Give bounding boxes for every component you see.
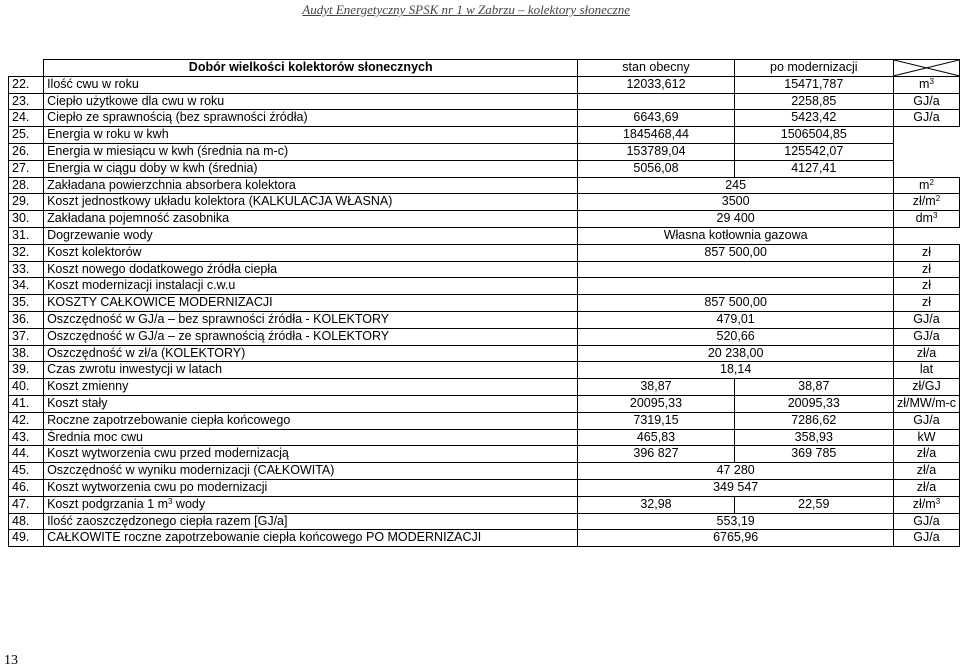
- unit-superscript: 2: [935, 194, 941, 204]
- merged-value: Własna kotłownia gazowa: [578, 227, 894, 244]
- table-row: [9, 143, 960, 160]
- table-row: [9, 311, 960, 328]
- header-blank-cell: [9, 60, 44, 77]
- table-row: [9, 93, 960, 110]
- row-number: 34.: [9, 278, 44, 295]
- table-row: [9, 110, 960, 127]
- row-description: Energia w roku w kwh: [44, 127, 578, 144]
- row-number: 25.: [9, 127, 44, 144]
- value-after: 7286,62: [734, 412, 893, 429]
- value-before: [578, 93, 734, 110]
- row-description: Ilość cwu w roku: [44, 76, 578, 93]
- row-description: Średnia moc cwu: [44, 429, 578, 446]
- unit-superscript: 2: [929, 177, 934, 187]
- unit-text: zł/m: [912, 194, 936, 209]
- row-number: 29.: [9, 194, 44, 211]
- row-number: 23.: [9, 93, 44, 110]
- merged-value: 6765,96: [578, 530, 894, 547]
- value-before: 32,98: [578, 496, 734, 513]
- table-row: [9, 127, 960, 144]
- row-description: Zakładana powierzchnia absorbera kolektora: [44, 177, 578, 194]
- unit-text: m: [919, 177, 930, 192]
- row-description-text: Koszt podgrzania 1 m: [47, 496, 168, 511]
- merged-value: 857 500,00: [578, 244, 894, 261]
- row-description-superscript: 3: [167, 496, 173, 506]
- row-number: 42.: [9, 412, 44, 429]
- unit: GJ/a: [893, 513, 959, 530]
- unit-superscript: 3: [932, 211, 938, 221]
- table-row: [9, 160, 960, 177]
- unit: [893, 227, 959, 244]
- row-description: CAŁKOWITE roczne zapotrzebowanie ciepła końcowego PO MODERNIZACJI: [44, 530, 578, 547]
- table-title: Dobór wielkości kolektorów słonecznych: [44, 60, 578, 77]
- row-description: Zakładana pojemność zasobnika: [44, 211, 578, 228]
- table-row: [9, 530, 960, 547]
- value-after: 38,87: [734, 379, 893, 396]
- table-row: [9, 328, 960, 345]
- row-description: Dogrzewanie wody: [44, 227, 578, 244]
- value-before: 20095,33: [578, 395, 734, 412]
- table-row: [9, 295, 960, 312]
- row-description: Koszt stały: [44, 395, 578, 412]
- unit-superscript: 3: [935, 496, 941, 506]
- unit: zł/a: [893, 463, 959, 480]
- row-description: Koszt kolektorów: [44, 244, 578, 261]
- row-description: Ciepło użytkowe dla cwu w roku: [44, 93, 578, 110]
- row-number: 48.: [9, 513, 44, 530]
- table-row: [9, 429, 960, 446]
- value-after: 20095,33: [734, 395, 893, 412]
- unit: zł: [893, 261, 959, 278]
- merged-value: 479,01: [578, 311, 894, 328]
- row-number: 44.: [9, 446, 44, 463]
- unit: GJ/a: [893, 93, 959, 110]
- value-after: 22,59: [734, 496, 893, 513]
- crossed-cell: [893, 60, 959, 77]
- value-before: 396 827: [578, 446, 734, 463]
- table-row: [9, 345, 960, 362]
- unit: GJ/a: [893, 328, 959, 345]
- value-before: 38,87: [578, 379, 734, 396]
- row-number: 32.: [9, 244, 44, 261]
- unit: zł/a: [893, 479, 959, 496]
- value-before: 153789,04: [578, 143, 734, 160]
- merged-value: 3500: [578, 194, 894, 211]
- merged-value: 520,66: [578, 328, 894, 345]
- merged-value: 857 500,00: [578, 295, 894, 312]
- row-description: Oszczędność w GJ/a – bez sprawności źródła - KOLEKTORY: [44, 311, 578, 328]
- table-row: [9, 479, 960, 496]
- table-row: [9, 379, 960, 396]
- table-row: [9, 211, 960, 228]
- table-row: [9, 278, 960, 295]
- table-header-row: [9, 60, 960, 77]
- unit: [893, 211, 959, 228]
- value-before: 6643,69: [578, 110, 734, 127]
- row-number: 38.: [9, 345, 44, 362]
- row-number: 28.: [9, 177, 44, 194]
- table-row: [9, 513, 960, 530]
- unit: [893, 194, 959, 211]
- row-description: Koszt wytworzenia cwu przed modernizacją: [44, 446, 578, 463]
- unit: zł/a: [893, 446, 959, 463]
- merged-value: [578, 261, 894, 278]
- value-before: 5056,08: [578, 160, 734, 177]
- row-description: Koszt wytworzenia cwu po modernizacji: [44, 479, 578, 496]
- table-row: [9, 496, 960, 513]
- row-description: Energia w ciągu doby w kwh (średnia): [44, 160, 578, 177]
- row-number: 22.: [9, 76, 44, 93]
- row-description: Oszczędność w zł/a (KOLEKTORY): [44, 345, 578, 362]
- table-row: [9, 362, 960, 379]
- row-number: 40.: [9, 379, 44, 396]
- unit-text: dm: [915, 211, 933, 226]
- row-description: Oszczędność w GJ/a – ze sprawnością źródła - KOLEKTORY: [44, 328, 578, 345]
- row-description: Koszt jednostkowy układu kolektora (KALKULACJA WŁASNA): [44, 194, 578, 211]
- unit-text: zł/m: [912, 496, 936, 511]
- row-description: Roczne zapotrzebowanie ciepła końcowego: [44, 412, 578, 429]
- row-number: 45.: [9, 463, 44, 480]
- unit: zł/GJ: [893, 379, 959, 396]
- table-row: [9, 446, 960, 463]
- unit: [893, 143, 959, 160]
- cross-mark-icon: [894, 60, 959, 76]
- row-description: [44, 496, 578, 513]
- row-number: 33.: [9, 261, 44, 278]
- merged-value: 20 238,00: [578, 345, 894, 362]
- row-description: Czas zwrotu inwestycji w latach: [44, 362, 578, 379]
- merged-value: 29 400: [578, 211, 894, 228]
- table-row: [9, 395, 960, 412]
- unit: [893, 160, 959, 177]
- unit: GJ/a: [893, 530, 959, 547]
- merged-value: [578, 278, 894, 295]
- row-number: 30.: [9, 211, 44, 228]
- unit: GJ/a: [893, 412, 959, 429]
- col-header-after: po modernizacji: [734, 60, 893, 77]
- value-after: 4127,41: [734, 160, 893, 177]
- value-after: 15471,787: [734, 76, 893, 93]
- unit: lat: [893, 362, 959, 379]
- value-before: 1845468,44: [578, 127, 734, 144]
- unit: zł/MW/m-c: [893, 395, 959, 412]
- row-description: Koszt nowego dodatkowego źródła ciepła: [44, 261, 578, 278]
- row-number: 26.: [9, 143, 44, 160]
- table-row: [9, 177, 960, 194]
- unit: zł: [893, 244, 959, 261]
- value-before: 12033,612: [578, 76, 734, 93]
- value-before: 465,83: [578, 429, 734, 446]
- value-after: 5423,42: [734, 110, 893, 127]
- unit: zł: [893, 278, 959, 295]
- merged-value: 18,14: [578, 362, 894, 379]
- row-number: 46.: [9, 479, 44, 496]
- row-number: 27.: [9, 160, 44, 177]
- unit: kW: [893, 429, 959, 446]
- unit-text: m: [919, 76, 930, 91]
- table-body: [9, 60, 960, 547]
- row-number: 49.: [9, 530, 44, 547]
- row-number: 41.: [9, 395, 44, 412]
- table-row: [9, 227, 960, 244]
- merged-value: 245: [578, 177, 894, 194]
- merged-value: 553,19: [578, 513, 894, 530]
- merged-value: 349 547: [578, 479, 894, 496]
- merged-value: 47 280: [578, 463, 894, 480]
- row-number: 37.: [9, 328, 44, 345]
- running-header: Audyt Energetyczny SPSK nr 1 w Zabrzu – kolektory słoneczne: [302, 2, 630, 17]
- unit-superscript: 3: [929, 76, 934, 86]
- row-description: Koszt zmienny: [44, 379, 578, 396]
- row-description: KOSZTY CAŁKOWICE MODERNIZACJI: [44, 295, 578, 312]
- row-description: Oszczędność w wyniku modernizacji (CAŁKOWITA): [44, 463, 578, 480]
- unit: [893, 496, 959, 513]
- row-number: 43.: [9, 429, 44, 446]
- row-description: Ilość zaoszczędzonego ciepła razem [GJ/a]: [44, 513, 578, 530]
- row-number: 24.: [9, 110, 44, 127]
- value-after: 1506504,85: [734, 127, 893, 144]
- value-after: 2258,85: [734, 93, 893, 110]
- value-after: 369 785: [734, 446, 893, 463]
- unit: [893, 177, 959, 194]
- table-row: [9, 194, 960, 211]
- table-row: [9, 76, 960, 93]
- unit: [893, 76, 959, 93]
- row-description-tail: wody: [172, 496, 206, 511]
- page-number: 13: [4, 653, 18, 668]
- unit: zł/a: [893, 345, 959, 362]
- table-row: [9, 463, 960, 480]
- row-description: Ciepło ze sprawnością (bez sprawności źródła): [44, 110, 578, 127]
- row-number: 31.: [9, 227, 44, 244]
- unit: GJ/a: [893, 311, 959, 328]
- collector-sizing-table: [8, 59, 960, 547]
- table-row: [9, 244, 960, 261]
- value-after: 125542,07: [734, 143, 893, 160]
- row-number: 36.: [9, 311, 44, 328]
- table-row: [9, 261, 960, 278]
- row-number: 35.: [9, 295, 44, 312]
- row-description: Koszt modernizacji instalacji c.w.u: [44, 278, 578, 295]
- row-number: 47.: [9, 496, 44, 513]
- unit: GJ/a: [893, 110, 959, 127]
- row-number: 39.: [9, 362, 44, 379]
- col-header-before: stan obecny: [578, 60, 734, 77]
- unit: [893, 127, 959, 144]
- row-description: Energia w miesiącu w kwh (średnia na m-c): [44, 143, 578, 160]
- value-after: 358,93: [734, 429, 893, 446]
- table-row: [9, 412, 960, 429]
- value-before: 7319,15: [578, 412, 734, 429]
- unit: zł: [893, 295, 959, 312]
